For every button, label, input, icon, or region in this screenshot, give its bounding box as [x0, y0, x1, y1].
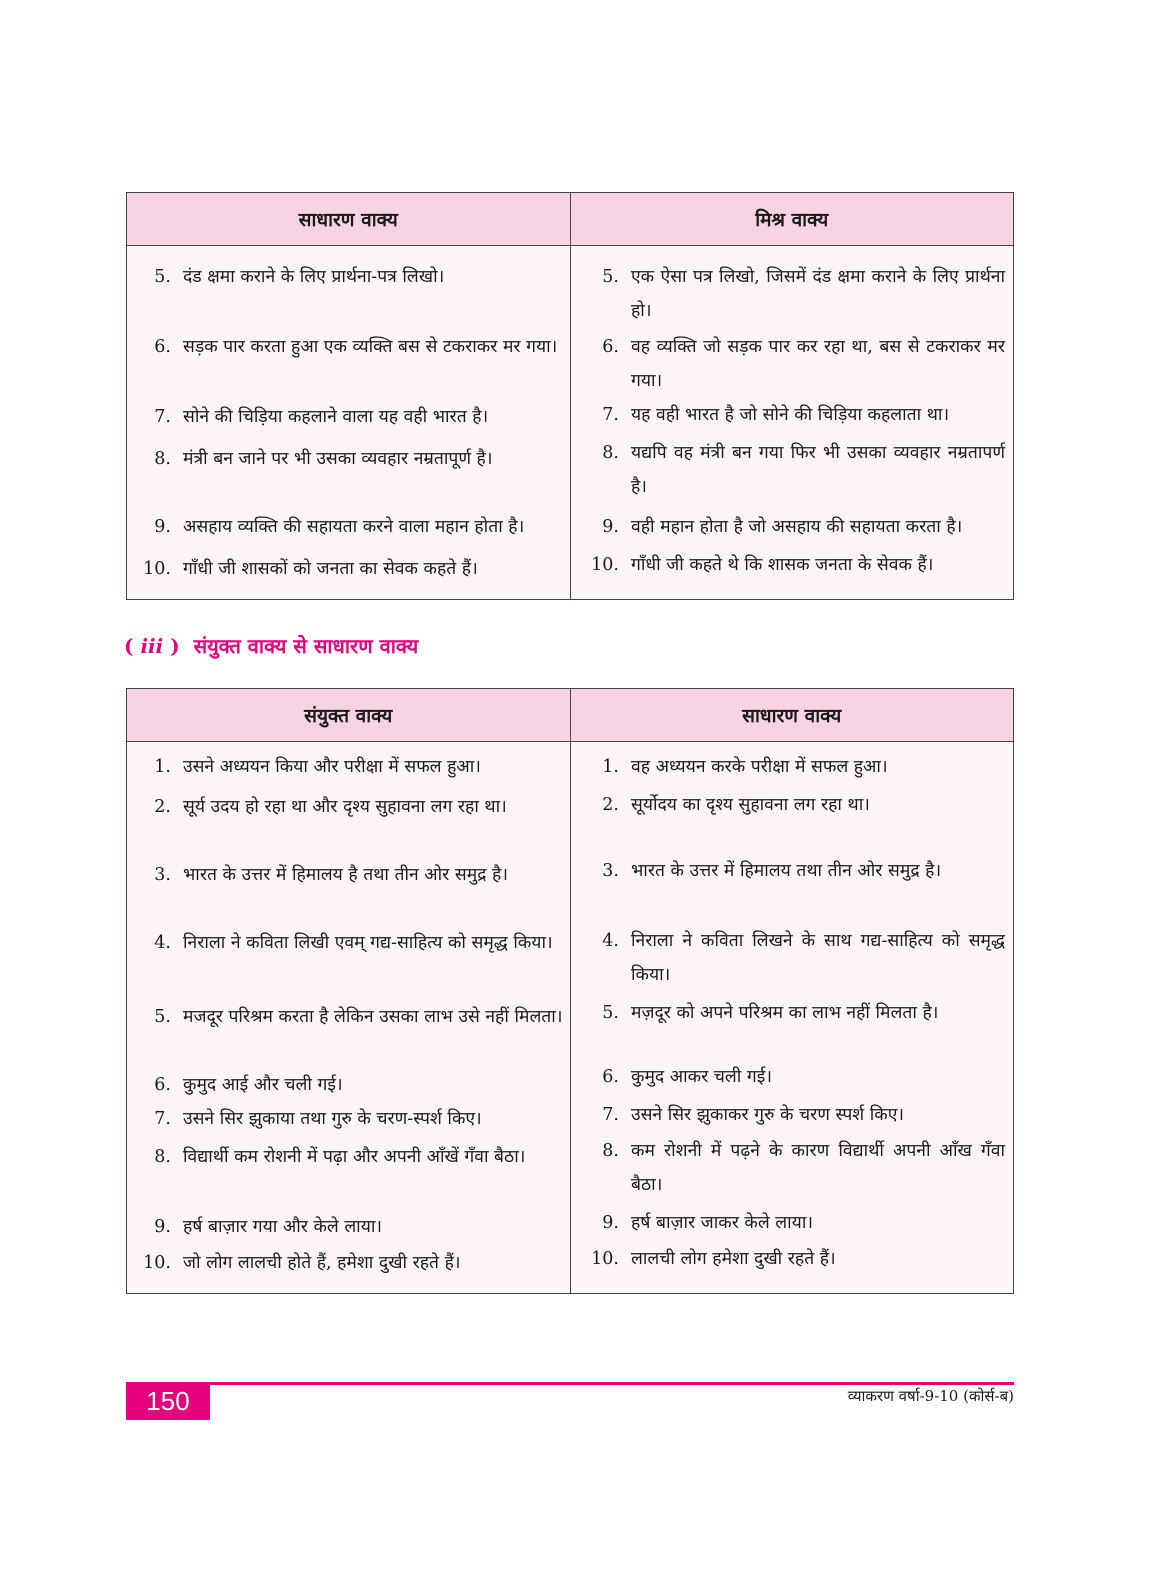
table-row: 9. वही महान होता है जो असहाय की सहायता करता है। [602, 517, 963, 537]
column-header-simple: साधारण वाक्य [570, 689, 1014, 741]
table-row: 1. वह अध्ययन करके परीक्षा में सफल हुआ। [602, 757, 888, 777]
table-row: 5. मजदूर परिश्रम करता है लेकिन उसका लाभ उसे नहीं मिलता। [154, 1007, 563, 1027]
column-header-complex: मिश्र वाक्य [570, 193, 1014, 245]
table-body [127, 246, 1013, 600]
table-row: 6. कुमुद आई और चली गई। [154, 1075, 343, 1095]
table-row: 7. सोने की चिड़िया कहलाने वाला यह वही भारत है। [154, 407, 489, 427]
page-number: 150 [126, 1382, 210, 1420]
section-roman-numeral: iii [140, 634, 164, 658]
table-row: 6. वह व्यक्ति जो सड़क पार कर रहा था, बस से टकराकर मर गया। [602, 337, 1005, 391]
table-row: 9. हर्ष बाज़ार जाकर केले लाया। [602, 1213, 813, 1233]
table-header [127, 193, 1013, 246]
table-row: 7. उसने सिर झुकाया तथा गुरु के चरण-स्पर्श किए। [154, 1109, 482, 1129]
table-row: 10. लालची लोग हमेशा दुखी रहते हैं। [591, 1249, 836, 1269]
table-row: 5. मज़दूर को अपने परिश्रम का लाभ नहीं मिलता है। [602, 1003, 939, 1023]
footer-rule [126, 1382, 1014, 1385]
table-row: 3. भारत के उत्तर में हिमालय तथा तीन ओर समुद्र है। [602, 861, 942, 881]
section-title: संयुक्त वाक्य से साधारण वाक्य [193, 634, 419, 658]
table-body [127, 742, 1013, 1294]
table-row: 5. एक ऐसा पत्र लिखो, जिसमें दंड क्षमा कराने के लिए प्रार्थना हो। [602, 267, 1005, 321]
table-compound-vs-simple [126, 688, 1014, 1294]
table-row: 8. विद्यार्थी कम रोशनी में पढ़ा और अपनी आँखें गँवा बैठा। [154, 1147, 526, 1167]
table-row: 6. कुमुद आकर चली गई। [602, 1067, 772, 1087]
table-row: 4. निराला ने कविता लिखने के साथ गद्य-साहित्य को समृद्ध किया। [602, 931, 1005, 985]
column-header-simple: साधारण वाक्य [298, 209, 398, 231]
table-row: 8. मंत्री बन जाने पर भी उसका व्यवहार नम्रतापूर्ण है। [154, 449, 493, 469]
table-row: 9. असहाय व्यक्ति की सहायता करने वाला महान होता है। [154, 517, 525, 537]
table-simple-vs-complex [126, 192, 1014, 600]
table-row: 1. उसने अध्ययन किया और परीक्षा में सफल हुआ। [154, 757, 481, 777]
section-heading: ( iii ) संयुक्त वाक्य से साधारण वाक्य [124, 634, 419, 658]
table-row: 7. उसने सिर झुकाकर गुरु के चरण स्पर्श किए। [602, 1105, 905, 1125]
table-row: 8. यद्यपि वह मंत्री बन गया फिर भी उसका व्यवहार नम्रतापर्ण है। [602, 443, 1005, 497]
table-row: 4. निराला ने कविता लिखी एवम् गद्य-साहित्य को समृद्ध किया। [154, 933, 553, 953]
table-row: 9. हर्ष बाज़ार गया और केले लाया। [154, 1217, 383, 1237]
table-row: 6. सड़क पार करता हुआ एक व्यक्ति बस से टकराकर मर गया। [154, 337, 558, 357]
book-title: व्याकरण वर्षा-9-10 (कोर्स-ब) [847, 1387, 1014, 1405]
table-row: 10. जो लोग लालची होते हैं, हमेशा दुखी रहते हैं। [143, 1253, 461, 1273]
table-row: 5. दंड क्षमा कराने के लिए प्रार्थना-पत्र लिखो। [154, 267, 445, 287]
table-row: 3. भारत के उत्तर में हिमालय है तथा तीन ओर समुद्र है। [154, 865, 508, 885]
table-row: 2. सूर्य उदय हो रहा था और दृश्य सुहावना लग रहा था। [154, 797, 507, 817]
column-header-compound: संयुक्त वाक्य [304, 705, 393, 727]
table-row: 2. सूर्योदय का दृश्य सुहावना लग रहा था। [602, 795, 870, 815]
table-row: 8. कम रोशनी में पढ़ने के कारण विद्यार्थी अपनी आँख गँवा बैठा। [602, 1141, 1005, 1195]
table-row: 7. यह वही भारत है जो सोने की चिड़िया कहलाता था। [602, 405, 950, 425]
table-header [127, 689, 1013, 742]
table-row: 10. गाँधी जी शासकों को जनता का सेवक कहते हैं। [143, 559, 478, 579]
table-row: 10. गाँधी जी कहते थे कि शासक जनता के सेवक हैं। [591, 555, 934, 575]
